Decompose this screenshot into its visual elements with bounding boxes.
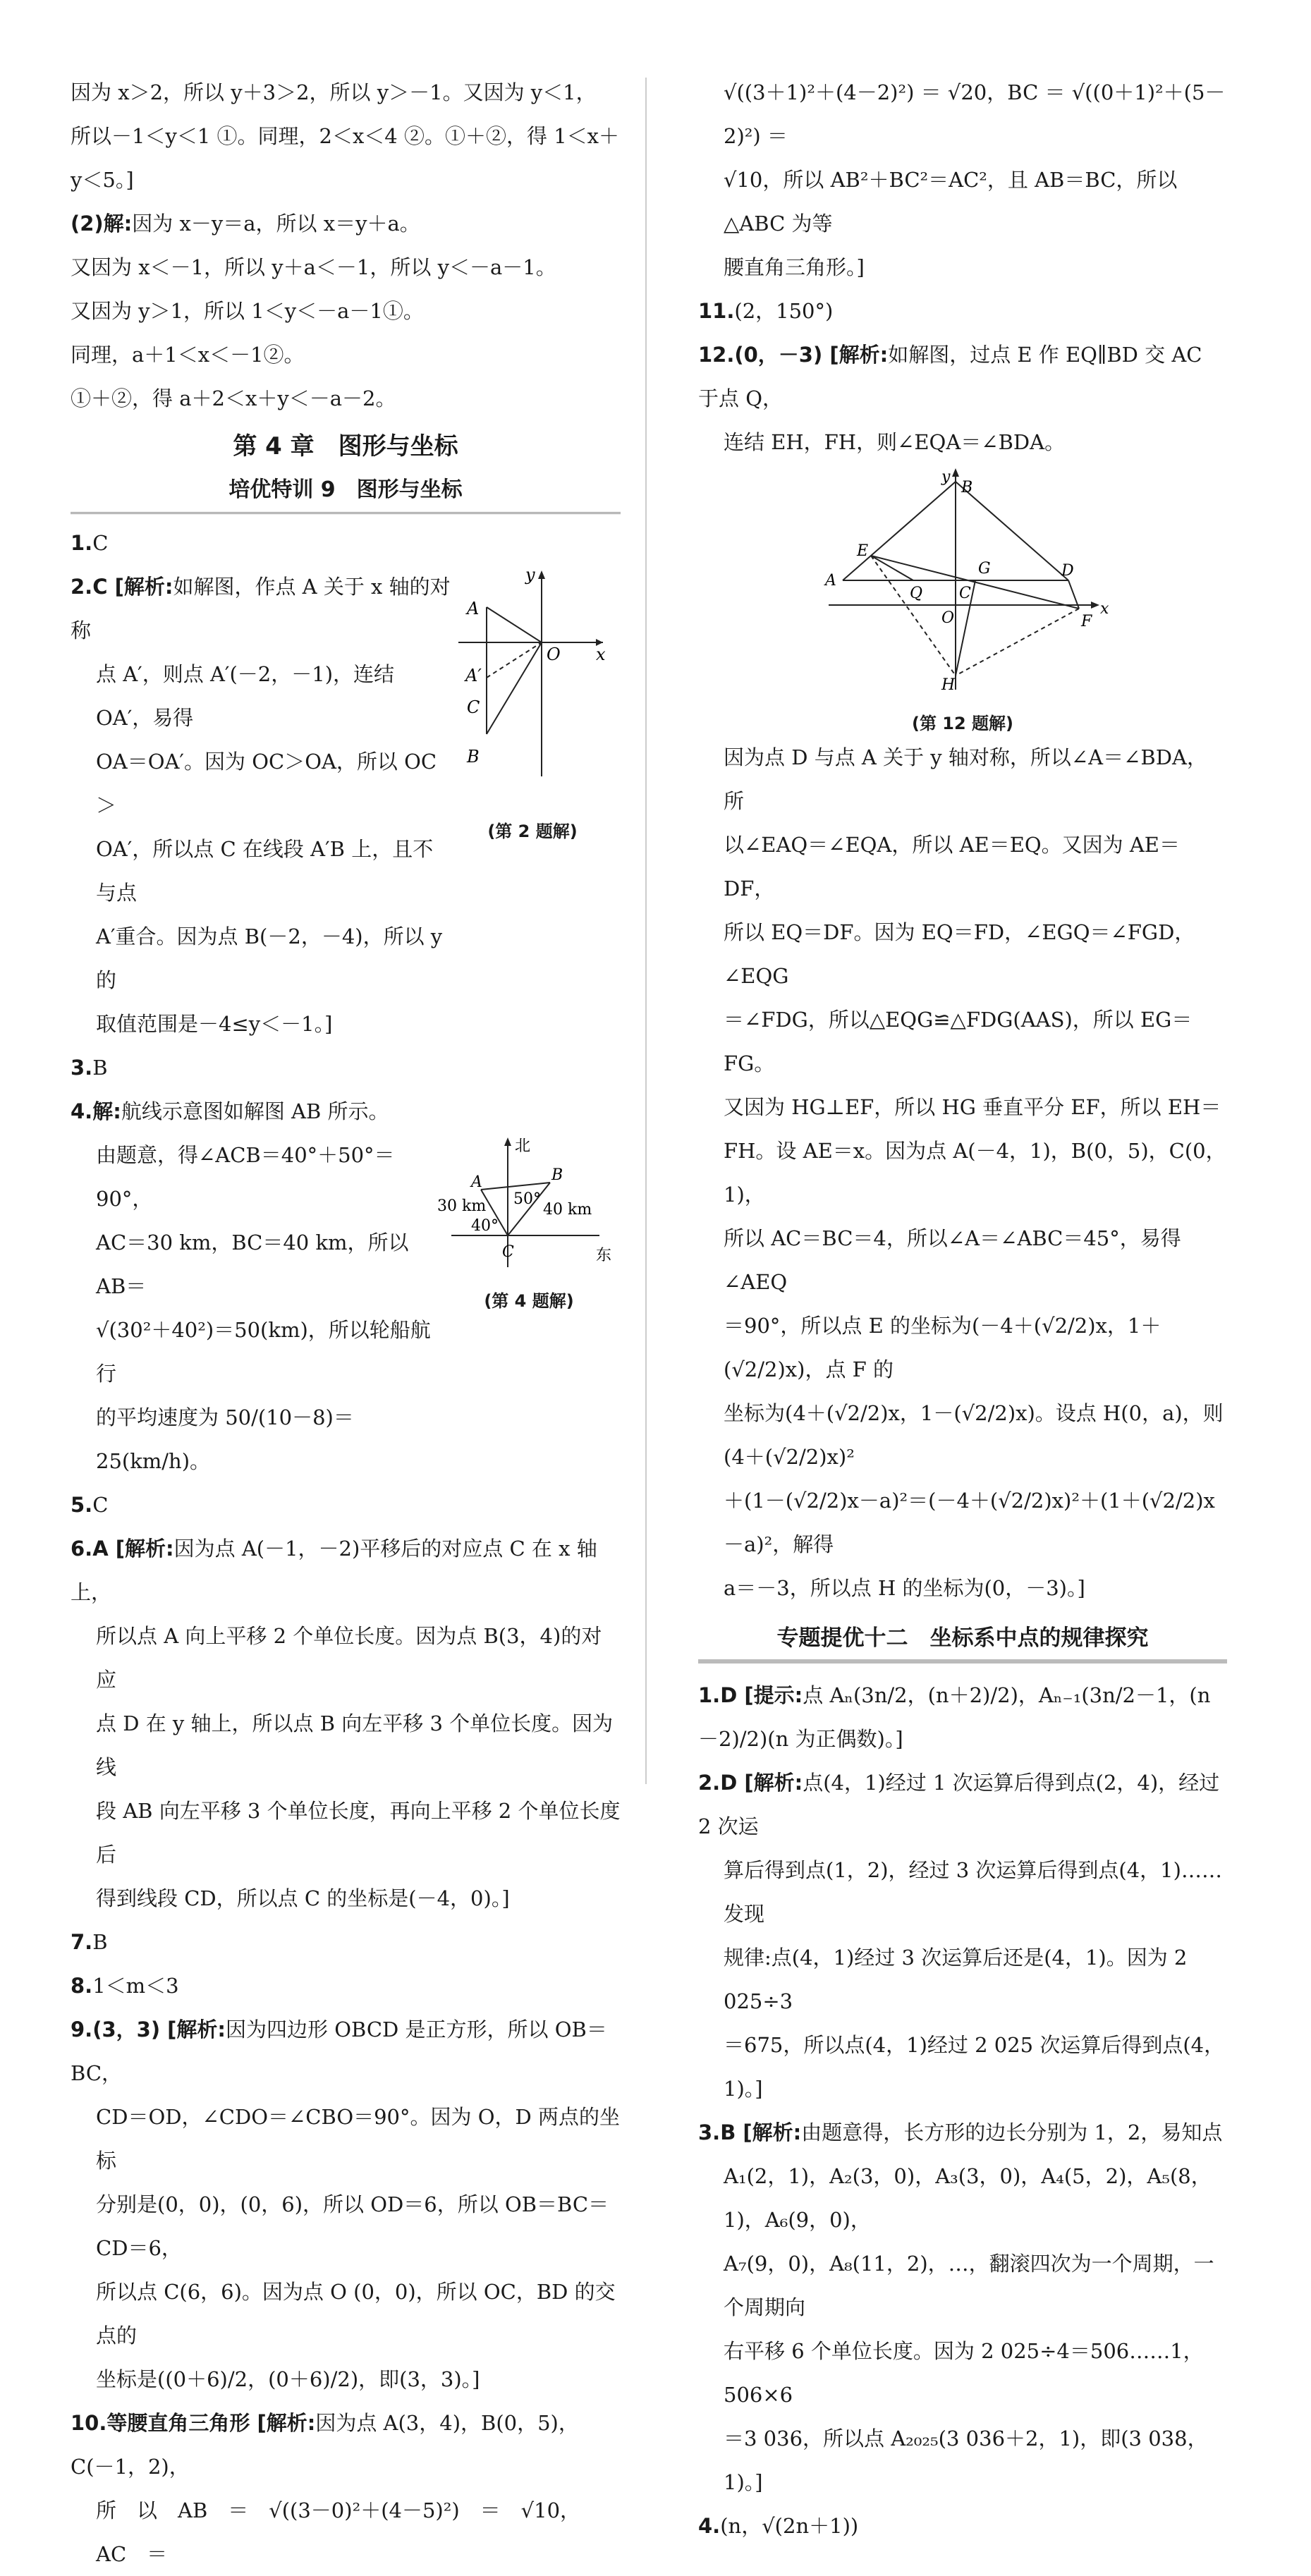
answer-2-text (71, 565, 451, 1046)
text-line: CD＝OD，∠CDO＝∠CBO＝90°。因为 O，D 两点的坐标 (96, 2105, 620, 2173)
figure-2-caption: (第 2 题解) (487, 822, 578, 841)
label-angle-40: 40° (471, 1217, 499, 1235)
chapter-title: 第 4 章 图形与坐标 (233, 432, 458, 460)
segment-oa-prime (487, 642, 542, 678)
label-a: A (467, 599, 480, 618)
question-number: 7. (71, 1930, 93, 1954)
text-line: 同理，a＋1＜x＜－1②。 (71, 343, 305, 367)
text-line (698, 1673, 1227, 1761)
solution-tag: 解: (92, 1099, 121, 1123)
text-line: 点 A′，则点 A′(－2，－1)，连结 OA′，易得 (96, 662, 395, 730)
text-line: ＝675，所以点(4，1)经过 2 025 次运算后得到点(4，1)。] (724, 2033, 1225, 2101)
text-line (71, 2401, 621, 2489)
answer-text: 1＜m＜3 (92, 1974, 179, 1998)
answer-3 (71, 1046, 621, 1089)
column-divider (645, 78, 647, 1784)
figure-2 (451, 565, 614, 1046)
text-line: 所以点 C(6，6)。因为点 O (0，0)，所以 OC，BD 的交点的 (96, 2280, 616, 2348)
text-line: 坐标为(4＋(√2/2)x，1－(√2/2)x)。设点 H(0，a)，则(4＋(√2/2)x)² (724, 1401, 1224, 1469)
figure-12-caption: (第 12 题解) (911, 714, 1014, 733)
text-line: √((3＋1)²＋(4－2)²) ＝ √20，BC ＝ √((0＋1)²＋(5－2)²) ＝ (724, 80, 1226, 148)
figure-4-caption: (第 4 题解) (484, 1291, 574, 1311)
text-line: 段 AB 向左平移 3 个单位长度，再向上平移 2 个单位长度后 (96, 1799, 621, 1867)
label-angle-50: 50° (513, 1190, 541, 1208)
text-line: A′重合。因为点 B(－2，－4)，所以 y 的 (96, 924, 443, 992)
text-line: ＝90°，所以点 E 的坐标为(－4＋(√2/2)x，1＋(√2/2)x)，点 F 的 (724, 1314, 1161, 1381)
label-c: C (502, 1243, 514, 1261)
text-line: √(30²＋40²)＝50(km)，所以轮船航行 (96, 1318, 431, 1386)
text-line: 所 以 AB ＝ √((3－0)²＋(4－5)²) ＝ √10， AC ＝ (96, 2498, 591, 2566)
question-number: 9. (71, 2018, 93, 2041)
answer-1 (71, 521, 621, 565)
text-content: 因为点 A(3，4)，B(0，5)，C(－1，2)， (71, 2411, 579, 2479)
text-content: 航线示意图如解图 AB 所示。 (121, 1099, 389, 1123)
label-o: O (547, 645, 561, 664)
text-line: FH。设 AE＝x。因为点 A(－4，1)，B(0，5)，C(0，1)， (724, 1139, 1226, 1207)
text-line (71, 2008, 621, 2095)
analysis-tag: D [解析: (720, 1771, 803, 1795)
label-b: B (467, 747, 480, 767)
answer-2 (71, 565, 621, 1046)
question-number: 1. (698, 1683, 721, 1707)
label-x: x (1100, 600, 1109, 618)
figure-4-diagram (437, 1133, 621, 1274)
special-section-title: 专题提优十二 坐标系中点的规律探究 (698, 1617, 1227, 1664)
label-b: B (551, 1166, 563, 1184)
text-line: 因为 x＞2，所以 y＋3＞2，所以 y＞－1。又因为 y＜1， (71, 80, 597, 104)
text-line: 以∠EAQ＝∠EQA，所以 AE＝EQ。又因为 AE＝DF， (724, 833, 1180, 901)
text-content: 如解图，作点 A 关于 x 轴的对称 (71, 575, 451, 642)
label-h: H (941, 676, 956, 694)
label-b: B (961, 479, 973, 496)
answer-text: B (92, 1056, 108, 1080)
figure-2-diagram (451, 565, 614, 805)
segment-oa (487, 607, 542, 642)
text-line: 所以点 A 向上平移 2 个单位长度。因为点 B(3，4)的对应 (96, 1624, 602, 1692)
text-line: a＝－3，所以点 H 的坐标为(0，－3)。] (724, 1576, 1085, 1600)
text-line: ①＋②，得 a＋2＜x＋y＜－a－2。 (71, 386, 396, 410)
answer-s4 (698, 2504, 1227, 2548)
figure-12-diagram (815, 464, 1111, 697)
text-line: 因为点 D 与点 A 关于 y 轴对称，所以∠A＝∠BDA，所 (724, 745, 1207, 813)
text-line: 又因为 x＜－1，所以 y＋a＜－1，所以 y＜－a－1。 (71, 255, 556, 279)
text-line: y＜5。] (71, 168, 134, 192)
answer-text: B (92, 1930, 108, 1954)
text-line: 腰直角三角形。] (724, 255, 865, 279)
text-line (71, 202, 621, 245)
text-content: 由题意得，长方形的边长分别为 1，2，易知点 (801, 2120, 1223, 2144)
question-number: 1. (71, 531, 93, 555)
answer-text: C (92, 531, 109, 555)
analysis-tag: B [解析: (720, 2120, 802, 2144)
text-content: 如解图，过点 E 作 EQ∥BD 交 AC 于点 Q， (698, 343, 1202, 410)
text-line: 分别是(0，0)，(0，6)，所以 OD＝6，所以 OB＝BC＝CD＝6， (96, 2192, 609, 2260)
question-number: 8. (71, 1974, 93, 1998)
analysis-tag: (3，3) [解析: (92, 2018, 226, 2041)
text-line: 的平均速度为 50/(10－8)＝25(km/h)。 (96, 1405, 354, 1473)
text-line: 所以 AC＝BC＝4，所以∠A＝∠ABC＝45°，易得∠AEQ (724, 1226, 1181, 1294)
label-a: A (825, 572, 836, 590)
answer-4-text (71, 1133, 437, 1483)
question-number: 5. (71, 1493, 93, 1517)
text-line (71, 1527, 621, 1614)
solution-tag: (2)解: (71, 212, 133, 236)
label-30km: 30 km (437, 1197, 487, 1215)
left-column (71, 71, 621, 2576)
text-line: 所以 EQ＝DF。因为 EQ＝FD，∠EGQ＝∠FGD，∠EQG (724, 920, 1195, 988)
hint-tag: D [提示: (720, 1683, 803, 1707)
text-line: √10，所以 AB²＋BC²＝AC²，且 AB＝BC，所以△ABC 为等 (724, 168, 1178, 236)
text-line: AC＝30 km，BC＝40 km，所以 AB＝ (96, 1231, 409, 1298)
label-x: x (596, 645, 606, 664)
text-content: 点 Aₙ(3n/2，(n＋2)/2)，Aₙ₋₁(3n/2－1，(n－2)/2)(n 为正偶数)。] (698, 1683, 1211, 1751)
label-c: C (467, 697, 480, 717)
text-content: 因为四边形 OBCD 是正方形，所以 OB＝BC， (71, 2018, 607, 2085)
analysis-tag: C [解析: (92, 575, 173, 599)
answer-11 (698, 289, 1227, 333)
text-line: 规律:点(4，1)经过 3 次运算后还是(4，1)。因为 2 025÷3 (724, 1946, 1188, 2013)
analysis-tag: A [解析: (92, 1537, 174, 1561)
answer-8 (71, 1964, 621, 2008)
label-e: E (857, 542, 869, 560)
label-east: 东 (596, 1247, 612, 1264)
text-line: 所以－1＜y＜1 ①。同理，2＜x＜4 ②。①＋②，得 1＜x＋ (71, 124, 620, 148)
text-line: 由题意，得∠ACB＝40°＋50°＝90°， (96, 1143, 395, 1211)
answer-4-line (71, 1089, 621, 1133)
y-arrow-icon (952, 468, 959, 477)
question-number: 2. (71, 575, 93, 599)
text-content: 点(4，1)经过 1 次运算后得到点(2，4)，经过 2 次运 (698, 1771, 1220, 1838)
question-number: 4. (698, 2514, 721, 2538)
label-c: C (959, 585, 971, 602)
question-number: 3. (71, 1056, 93, 1080)
question-number: 10. (71, 2411, 107, 2435)
question-number: 11. (698, 299, 735, 323)
answer-7 (71, 1920, 621, 1964)
answer-4 (71, 1133, 621, 1483)
answer-text: (2，150°) (734, 299, 834, 323)
label-g: G (978, 560, 991, 578)
segment-eq (871, 556, 913, 580)
text-line (698, 333, 1227, 420)
text-content: 因为 x－y＝a，所以 x＝y＋a。 (132, 212, 420, 236)
label-o: O (941, 609, 955, 627)
figure-12 (698, 464, 1227, 735)
segment-ab (843, 482, 956, 580)
answer-text: C (92, 1493, 109, 1517)
analysis-tag: (0，－3) [解析: (734, 343, 889, 367)
text-line: 又因为 HG⊥EF，所以 HG 垂直平分 EF，所以 EH＝ (724, 1095, 1221, 1119)
label-y: y (525, 565, 535, 585)
text-line: OA′，所以点 C 在线段 A′B 上，且不与点 (96, 837, 434, 905)
label-a: A (471, 1173, 482, 1191)
analysis-tag: 等腰直角三角形 [解析: (106, 2411, 316, 2435)
text-line: 算后得到点(1，2)，经过 3 次运算后得到点(4，1)……发现 (724, 1858, 1222, 1926)
segment-bo (487, 642, 542, 734)
text-line: 取值范围是－4≤y＜－1。] (96, 1012, 333, 1036)
text-line: 右平移 6 个单位长度。因为 2 025÷4＝506……1，506×6 (724, 2339, 1204, 2407)
section-title: 培优特训 9 图形与坐标 (71, 468, 621, 514)
label-north: 北 (515, 1137, 531, 1155)
text-line: 又因为 y＞1，所以 1＜y＜－a－1①。 (71, 299, 424, 323)
segment-fh (956, 609, 1079, 676)
text-line: 得到线段 CD，所以点 C 的坐标是(－4，0)。] (96, 1886, 510, 1910)
text-line: OA＝OA′。因为 OC＞OA，所以 OC＞ (96, 750, 437, 817)
question-number: 12. (698, 343, 735, 367)
text-line: ＝3 036，所以点 A₂₀₂₅(3 036＋2，1)，即(3 038，1)。] (724, 2427, 1208, 2494)
figure-4 (437, 1133, 621, 1483)
text-line (698, 2111, 1227, 2154)
segment-ab (481, 1183, 550, 1190)
text-line: 坐标是((0＋6)/2，(0＋6)/2)，即(3，3)。] (96, 2367, 480, 2391)
north-arrow-icon (504, 1137, 511, 1146)
question-number: 2. (698, 1771, 721, 1795)
question-number: 6. (71, 1537, 93, 1561)
text-line (71, 565, 451, 652)
text-line (698, 1761, 1227, 1848)
text-line: 连结 EH，FH，则∠EQA＝∠BDA。 (724, 430, 1066, 454)
question-number: 3. (698, 2120, 721, 2144)
label-d: D (1061, 562, 1074, 580)
label-q: Q (910, 585, 923, 602)
text-line: 点 D 在 y 轴上，所以点 B 向左平移 3 个单位长度。因为线 (96, 1711, 614, 1779)
label-40km: 40 km (543, 1201, 592, 1219)
label-y: y (941, 468, 951, 486)
y-arrow-icon (538, 570, 545, 579)
text-line: ＋(1－(√2/2)x－a)²＝(－4＋(√2/2)x)²＋(1＋(√2/2)x－a)²，解得 (724, 1489, 1215, 1556)
text-line: A₇(9，0)，A₈(11，2)，…，翻滚四次为一个周期，一个周期向 (724, 2252, 1214, 2319)
segment-bd (956, 482, 1068, 580)
answer-text: (n，√(2n＋1)) (720, 2514, 859, 2538)
answer-5 (71, 1483, 621, 1527)
text-line: A₁(2，1)，A₂(3，0)，A₃(3，0)，A₄(5，2)，A₅(8，1)，A₆(9，0)， (724, 2164, 1212, 2232)
text-content: 因为点 A(－1，－2)平移后的对应点 C 在 x 轴上， (71, 1537, 597, 1604)
label-f: F (1081, 613, 1092, 630)
label-a-prime: A′ (465, 666, 482, 685)
text-line: ＝∠FDG，所以△EQG≌△FDG(AAS)，所以 EG＝FG。 (724, 1008, 1193, 1075)
question-number: 4. (71, 1099, 93, 1123)
x-arrow-icon (1091, 602, 1099, 609)
right-column (698, 71, 1227, 2548)
